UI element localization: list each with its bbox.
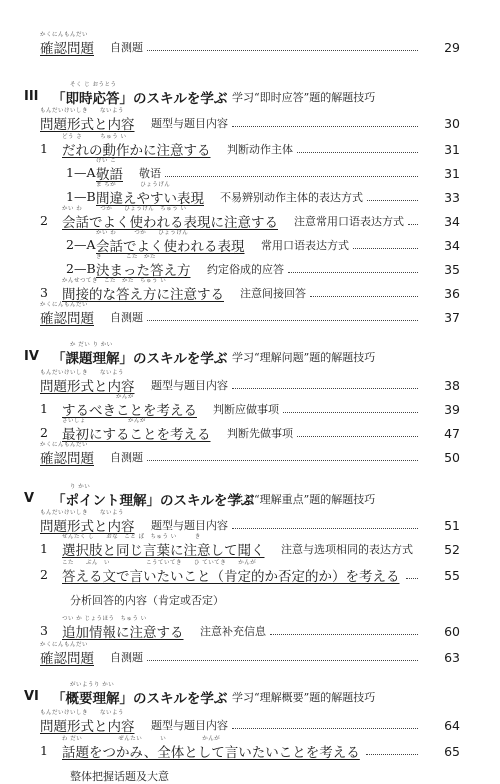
item-ruby: かくにんもんだい: [40, 302, 89, 308]
dot-leader: [367, 200, 418, 201]
item-title: 選択肢と同じ言葉に注意して聞く: [62, 543, 265, 559]
section-numeral: III: [24, 89, 39, 104]
toc-line: [0, 680, 500, 707]
section-subtitle: 学习“理解重点”题的解题技巧: [232, 493, 376, 506]
item-title: 答える文で言いたいこと（肯定的か否定的か）を考える: [62, 569, 400, 585]
item-ruby: ま ちが ひょうげん: [96, 182, 171, 188]
toc-line: [0, 80, 500, 107]
dot-leader: [270, 634, 418, 635]
page-number: 35: [444, 262, 460, 277]
toc-line[interactable]: [0, 106, 500, 133]
item-title: 問題形式と内容: [40, 519, 135, 535]
section-ruby: り かい: [70, 484, 91, 490]
item-ruby: かくにんもんだい: [40, 32, 89, 38]
item-title: 決まった答え方: [96, 263, 191, 279]
section-title: 「即時応答」のスキルを学ぶ: [52, 91, 228, 107]
item-number: 2—B: [66, 261, 96, 276]
section-title: 「課題理解」のスキルを学ぶ: [52, 351, 228, 367]
item-ruby: もんだいけいしき ないよう: [40, 370, 125, 376]
item-ruby: かんが: [62, 394, 135, 400]
dot-leader: [147, 460, 418, 461]
item-number: 2—A: [66, 237, 96, 252]
page-number: 31: [444, 166, 460, 181]
item-gloss: 注意与选项相同的表达方式: [281, 543, 413, 556]
item-ruby: せんたく し おな こと ば ちゅう い き: [62, 534, 201, 540]
item-title: 話題をつかみ、全体として言いたいことを考える: [62, 745, 360, 761]
page-number: 65: [444, 744, 460, 759]
item-gloss: 判断动作主体: [227, 143, 293, 156]
dot-leader: [165, 176, 418, 177]
item-number: 2: [40, 425, 48, 440]
section-numeral: IV: [24, 349, 39, 364]
dot-leader: [406, 578, 418, 579]
item-ruby: つい か じょうほう ちゅう い: [62, 616, 147, 622]
dot-leader: [147, 660, 418, 661]
item-title: 会話でよく使われる表現: [96, 239, 245, 255]
page-number: 37: [444, 310, 460, 325]
item-title: だれの動作かに注意する: [62, 143, 211, 159]
page-number: 39: [444, 402, 460, 417]
dot-leader: [366, 754, 418, 755]
item-gloss: 自测题: [110, 651, 143, 664]
item-number: 1: [40, 401, 48, 416]
page-number: 51: [444, 518, 460, 533]
page-number: 30: [444, 116, 460, 131]
toc-line[interactable]: [0, 392, 500, 419]
item-title: するべきことを考える: [62, 403, 197, 419]
page-number: 47: [444, 426, 460, 441]
item-ruby: こた ぶん い こうていてき ひ ていてき かんが: [62, 560, 257, 566]
dot-leader: [147, 50, 418, 51]
item-title: 問題形式と内容: [40, 379, 135, 395]
item-gloss: 约定俗成的应答: [207, 263, 284, 276]
item-title: 確認問題: [40, 41, 94, 57]
page-number: 34: [444, 238, 460, 253]
page-number: 64: [444, 718, 460, 733]
toc-line[interactable]: [0, 228, 500, 255]
item-gloss: 注意常用口语表达方式: [294, 215, 404, 228]
page-number: 36: [444, 286, 460, 301]
section-subtitle: 学习“即时应答”题的解题技巧: [232, 91, 376, 104]
dot-leader: [288, 272, 418, 273]
toc-line[interactable]: [0, 204, 500, 231]
toc-line: [0, 340, 500, 367]
item-gloss: 题型与题目内容: [151, 719, 228, 732]
item-gloss: 题型与题目内容: [151, 117, 228, 130]
toc-line: [0, 482, 500, 509]
page-number: 33: [444, 190, 460, 205]
section-ruby: か だい り かい: [70, 342, 113, 348]
item-gloss: 题型与题目内容: [151, 519, 228, 532]
section-subtitle: 学习“理解问题”题的解题技巧: [232, 351, 376, 364]
item-gloss: 题型与题目内容: [151, 379, 228, 392]
dot-leader: [353, 248, 418, 249]
item-number: 1: [40, 141, 48, 156]
toc-line[interactable]: [0, 558, 500, 607]
page-number: 52: [444, 542, 460, 557]
dot-leader: [232, 126, 418, 127]
section-ruby: がいようり かい: [70, 682, 115, 688]
toc-line[interactable]: [0, 614, 500, 641]
section-title: 「概要理解」のスキルを学ぶ: [52, 691, 228, 707]
page-number: 34: [444, 214, 460, 229]
toc-line[interactable]: [0, 252, 500, 279]
item-ruby: さいしょ かんが: [62, 418, 147, 424]
dot-leader: [232, 728, 418, 729]
toc-line[interactable]: [0, 132, 500, 159]
toc-line[interactable]: [0, 276, 500, 303]
dot-leader: [408, 224, 418, 225]
item-title: 最初にすることを考える: [62, 427, 211, 443]
item-ruby: き こた かた: [96, 254, 157, 260]
section-numeral: V: [24, 491, 35, 506]
item-ruby: けい ご: [96, 158, 117, 164]
dot-leader: [297, 436, 418, 437]
item-number: 1—B: [66, 189, 96, 204]
item-gloss: 注意间接回答: [240, 287, 306, 300]
item-ruby: かくにんもんだい: [40, 442, 89, 448]
toc-line[interactable]: [0, 180, 500, 207]
item-ruby: わ だい ぜんたい い かんが: [62, 736, 221, 742]
toc-line[interactable]: [0, 734, 500, 783]
item-title: 問題形式と内容: [40, 117, 135, 133]
dot-leader: [147, 320, 418, 321]
toc-line[interactable]: [0, 532, 500, 559]
item-gloss: 常用口语表达方式: [261, 239, 349, 252]
item-ruby: かんせつてき こた かた ちゅう い: [62, 278, 167, 284]
toc-line[interactable]: [0, 300, 500, 327]
item-gloss: 判断先做事项: [227, 427, 293, 440]
toc-line[interactable]: [0, 368, 500, 395]
dot-leader: [310, 296, 418, 297]
item-number: 1: [40, 743, 48, 758]
item-number: 1: [40, 541, 48, 556]
page-number: 29: [444, 40, 460, 55]
item-gloss: 敬语: [139, 167, 161, 180]
section-subtitle: 学习“理解概要”题的解题技巧: [232, 691, 376, 704]
item-number: 3: [40, 623, 48, 638]
toc-line[interactable]: [0, 416, 500, 443]
item-gloss: 自测题: [110, 41, 143, 54]
item-ruby: もんだいけいしき ないよう: [40, 108, 125, 114]
item-number: 2: [40, 213, 48, 228]
item-gloss: 自测题: [110, 311, 143, 324]
section-title: 「ポイント理解」のスキルを学ぶ: [52, 493, 255, 509]
item-title: 間接的な答え方に注意する: [62, 287, 224, 303]
page-number: 55: [444, 568, 460, 583]
dot-leader: [297, 152, 418, 153]
item-title: 問題形式と内容: [40, 719, 135, 735]
item-number: 1—A: [66, 165, 96, 180]
dot-leader: [232, 388, 418, 389]
page-number: 38: [444, 378, 460, 393]
section-ruby: そく じ おうとう: [70, 82, 117, 88]
item-gloss: 不易辨别动作主体的表达方式: [220, 191, 363, 204]
section-numeral: VI: [24, 689, 39, 704]
item-gloss: 判断应做事项: [213, 403, 279, 416]
page-number: 63: [444, 650, 460, 665]
toc-line[interactable]: [0, 156, 500, 183]
toc-line[interactable]: [0, 640, 500, 667]
item-gloss: 注意补充信息: [200, 625, 266, 638]
item-ruby: どう さ ちゅう い: [62, 134, 127, 140]
item-gloss: 自测题: [110, 451, 143, 464]
item-title: 会話でよく使われる表現に注意する: [62, 215, 278, 231]
page-number: 60: [444, 624, 460, 639]
dot-leader: [232, 528, 418, 529]
item-title: 追加情報に注意する: [62, 625, 184, 641]
toc-line[interactable]: [0, 30, 500, 57]
item-title: 確認問題: [40, 311, 94, 327]
item-ruby: かい わ つか ひょうげん ちゅう い: [62, 206, 187, 212]
item-title: 確認問題: [40, 451, 94, 467]
toc-line[interactable]: [0, 440, 500, 467]
item-title: 間違えやすい表現: [96, 191, 204, 207]
page-number: 31: [444, 142, 460, 157]
item-ruby: もんだいけいしき ないよう: [40, 710, 125, 716]
item-number: 2: [40, 567, 48, 582]
toc-line[interactable]: [0, 708, 500, 735]
toc-line[interactable]: [0, 508, 500, 535]
item-ruby: かくにんもんだい: [40, 642, 89, 648]
item-ruby: もんだいけいしき ないよう: [40, 510, 125, 516]
item-gloss: 整体把握话题及大意: [70, 770, 169, 783]
item-title: 敬語: [96, 167, 123, 183]
item-number: 3: [40, 285, 48, 300]
dot-leader: [283, 412, 418, 413]
page-number: 50: [444, 450, 460, 465]
item-title: 確認問題: [40, 651, 94, 667]
item-gloss: 分析回答的内容（肯定或否定）: [70, 594, 224, 607]
item-ruby: かい わ つか ひょうげん: [96, 230, 189, 236]
